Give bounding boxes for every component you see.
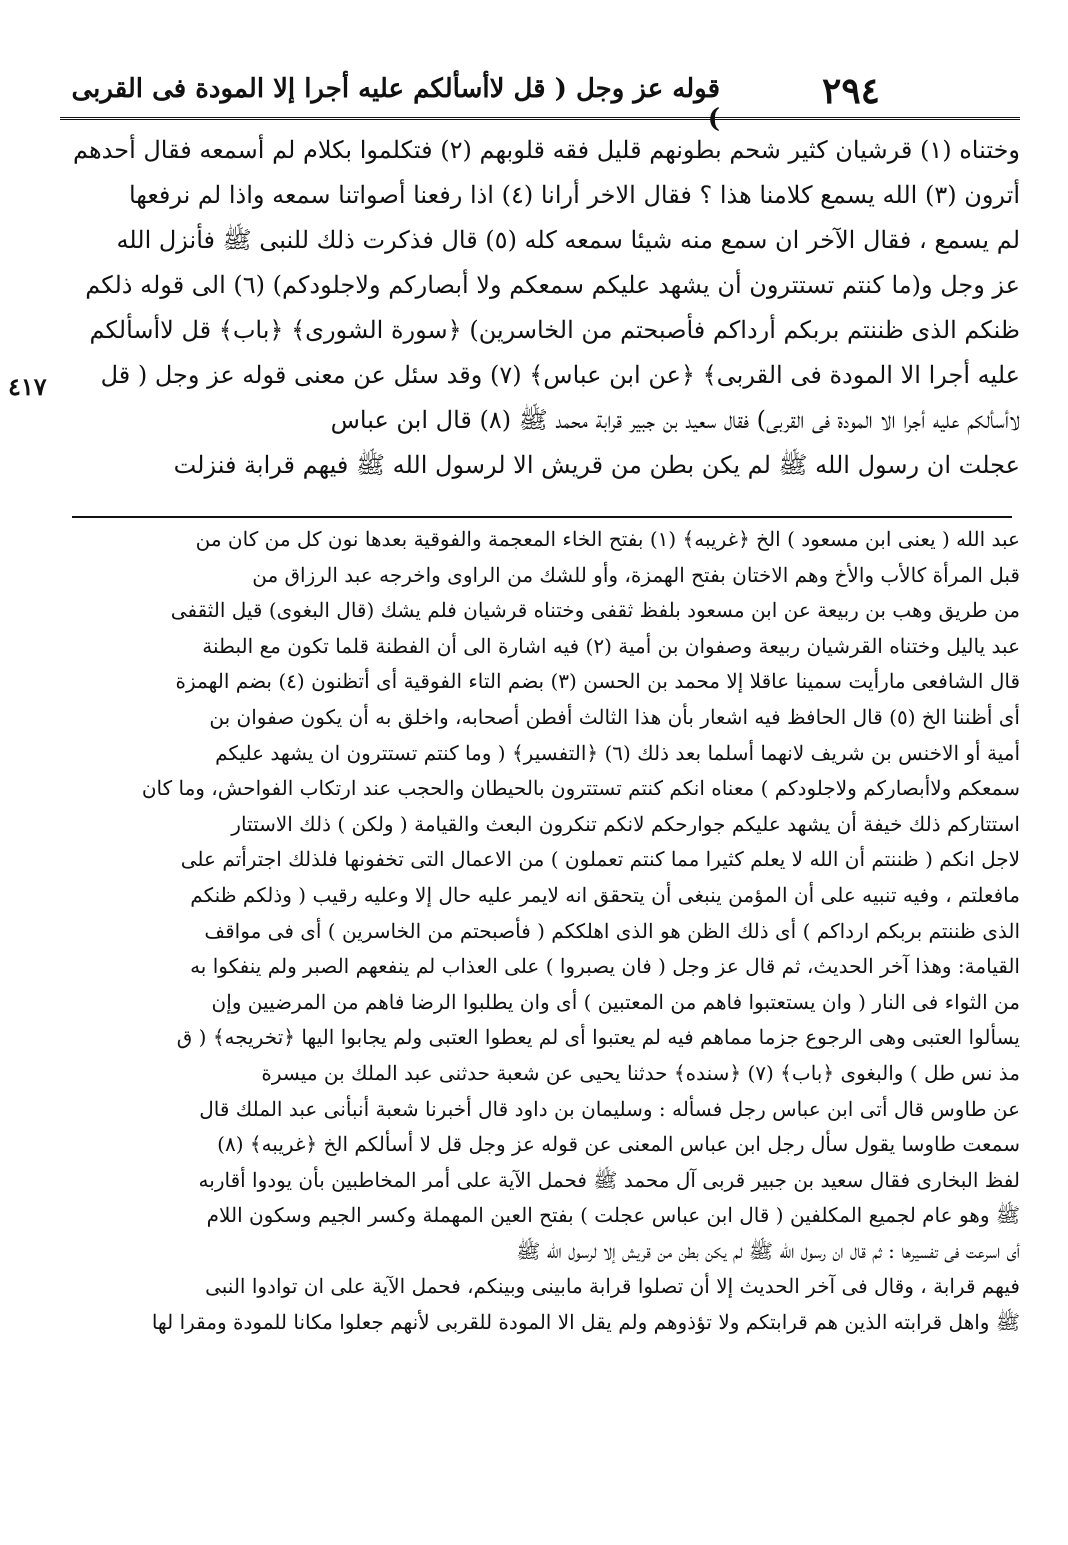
- commentary-line: مافعلتم ، وفيه تنبيه على أن المؤمن ينبغى أن يتحقق انه لايمر عليه حال إلا وعليه رقيب ( وذلكم ظنكم: [190, 882, 1020, 907]
- commentary-line: لفظ البخارى فقال سعيد بن جبير قربى آل محمد ﷺ فحمل الآية على أمر المخاطبين بأن يودوا أقاربه: [198, 1167, 1020, 1192]
- main-line: عليه أجرا الا المودة فى القربى﴾ ﴿عن ابن عباس﴾ (٧) وقد سئل عن معنى قوله عز وجل ( قل: [100, 361, 1020, 389]
- commentary-line: قال الشافعى مارأيت سمينا عاقلا إلا محمد بن الحسن (٣) بضم التاء الفوقية أى أتظنون (٤) بضم الهمزة: [175, 669, 1020, 694]
- page-number: ٢٩٤: [821, 70, 880, 112]
- page-header: [60, 62, 1020, 134]
- running-title: قوله عز وجل ( قل لاأسألكم عليه أجرا إلا المودة فى القربى ): [71, 74, 720, 134]
- main-line: لم يسمع ، فقال الآخر ان سمع منه شيئا سمعه كله (٥) قال فذكرت ذلك للنبى ﷺ فأنزل الله: [116, 226, 1020, 254]
- commentary-line: عبد ياليل وختناه القرشيان ربيعة وصفوان بن أمية (٢) فيه اشارة الى أن الفطنة قلما تكون مع البطنة: [202, 633, 1020, 658]
- hadith-number: ٤١٧: [8, 372, 47, 401]
- commentary-line: لاجل انكم ( ظننتم أن الله لا يعلم كثيرا مما كنتم تعملون ) من الاعمال التى تخفونها فلذلك اجترأتم على: [180, 847, 1020, 872]
- commentary-line: يسألوا العتبى وهى الرجوع جزما مماهم فيه لم يعتبوا أى لم يعطوا العتبى ولم يجابوا اليها ﴿تخريجه﴾ ( ق: [176, 1025, 1020, 1050]
- commentary-line: عن طاوس قال أتى ابن عباس رجل فسأله : وسليمان بن داود قال أخبرنا شعبة أنبأنى عبد الملك قال: [199, 1096, 1020, 1121]
- commentary-line: سمعت طاوسا يقول سأل رجل ابن عباس المعنى عن قوله عز وجل قل لا أسألكم الخ ﴿غريبه﴾ (٨): [217, 1132, 1020, 1157]
- commentary-line: الذى ظننتم بربكم ارداكم ) أى ذلك الظن هو الذى اهلككم ( فأصبحتم من الخاسرين ) أى فى مواقف: [204, 918, 1020, 943]
- commentary-line: ﷺ واهل قرابته الذين هم قرابتكم ولا تؤذوهم ولم يقل الا المودة للقربى لأنهم جعلوا مكانا للمودة ومقرا لها: [151, 1310, 1020, 1335]
- commentary-line: سمعكم ولاأبصاركم ولاجلودكم ) معناه انكم كنتم تستترون بالحيطان والحجب عند ارتكاب الفواحش، وما كان: [141, 776, 1020, 801]
- commentary-line: قبل المرأة كالأب والأخ وهم الاختان بفتح الهمزة، وأو للشك من الراوى واخرجه عبد الرزاق من: [252, 562, 1020, 587]
- main-line: لاأسألكم عليه أجرا الا المودة فى القربى) فقال سعيد بن جبير قرابة محمد ﷺ (٨) قال ابن عباس: [330, 406, 1020, 434]
- main-line: ظنكم الذى ظننتم بربكم أرداكم فأصبحتم من الخاسرين) ﴿سورة الشورى﴾ ﴿باب﴾ قل لاأسألكم: [89, 316, 1020, 344]
- commentary-line: من الثواء فى النار ( وان يستعتبوا فاهم من المعتبين ) أى وان يطلبوا الرضا فاهم من المرضيين وإن: [211, 989, 1020, 1014]
- main-line: أترون (٣) الله يسمع كلامنا هذا ؟ فقال الاخر أرانا (٤) اذا رفعنا أصواتنا سمعه واذا لم نرفعها: [128, 181, 1020, 209]
- commentary-line: أى اسرعت فى تفسيرها : ثم قال ان رسول الله ﷺ لم يكن بطن من قريش إلا لرسول الله ﷺ: [516, 1238, 1020, 1263]
- commentary-line: أمية أو الاخنس بن شريف لانهما أسلما بعد ذلك (٦) ﴿التفسير﴾ ( وما كنتم تستترون ان يشهد عليكم: [215, 740, 1020, 765]
- commentary-line: استتاركم ذلك خيفة أن يشهد عليكم جوارحكم لانكم تنكرون البعث والقيامة ( ولكن ) ذلك الاستتار: [231, 811, 1020, 836]
- main-line: عز وجل و(ما كنتم تستترون أن يشهد عليكم سمعكم ولا أبصاركم ولاجلودكم) (٦) الى قوله ذلكم: [85, 271, 1020, 299]
- commentary-line: أى أظننا الخ (٥) قال الحافظ فيه اشعار بأن هذا الثالث أفطن أصحابه، واخلق به أن يكون صفوان بن: [209, 704, 1020, 729]
- commentary-line: ﷺ وهو عام لجميع المكلفين ( قال ابن عباس عجلت ) بفتح العين المهملة وكسر الجيم وسكون اللام: [206, 1203, 1020, 1228]
- commentary-line: فيهم قرابة ، وقال فى آخر الحديث إلا أن تصلوا قرابة مابينى وبينكم، فحمل الآية على ان توادوا النبى: [205, 1274, 1020, 1299]
- commentary-line: من طريق وهب بن ربيعة عن ابن مسعود بلفظ ثقفى وختناه قرشيان فلم يشك (قال البغوى) قيل الثقفى: [170, 598, 1020, 623]
- main-line: وختناه (١) قرشيان كثير شحم بطونهم قليل فقه قلوبهم (٢) فتكلموا بكلام لم أسمعه فقال أحدهم: [73, 136, 1020, 164]
- commentary-line: مذ نس طل ) والبغوى ﴿باب﴾ (٧) ﴿سنده﴾ حدثنا يحيى عن شعبة حدثنى عبد الملك بن ميسرة: [261, 1060, 1020, 1085]
- header-rule: [60, 117, 1020, 120]
- commentary-line: عبد الله ( يعنى ابن مسعود ) الخ ﴿غريبه﴾ (١) بفتح الخاء المعجمة والفوقية بعدها نون كل من كان من: [195, 527, 1020, 551]
- footnote-divider: [72, 516, 1012, 518]
- commentary-line: القيامة: وهذا آخر الحديث، ثم قال عز وجل ( فان يصبروا ) على العذاب لم ينفعهم الصبر ولم ينفكوا به: [190, 954, 1020, 979]
- commentary-text: [60, 522, 1020, 1341]
- main-line: عجلت ان رسول الله ﷺ لم يكن بطن من قريش الا لرسول الله ﷺ فيهم قرابة فنزلت: [173, 451, 1020, 479]
- main-text: [68, 128, 1020, 488]
